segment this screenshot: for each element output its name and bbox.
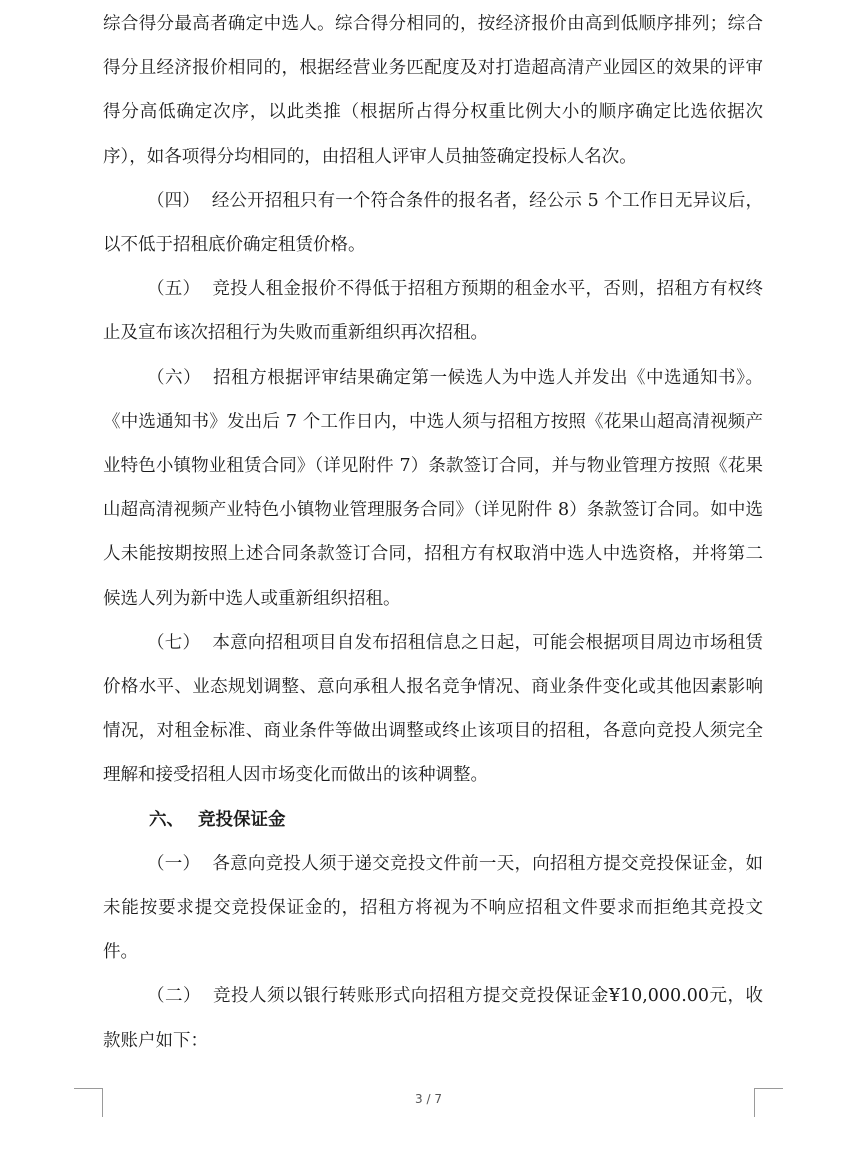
paragraph-text: 竞投人租金报价不得低于招租方预期的租金水平，否则，招租方有权终止及宣布该次招租行为失败而重新组织再次招租。 bbox=[103, 279, 764, 344]
item-label: （二） bbox=[147, 986, 201, 1007]
paragraph-deposit-2 bbox=[103, 974, 763, 1062]
paragraph-text: 综合得分最高者确定中选人。综合得分相同的，按经济报价由高到低顺序排列；综合得分且经济报价相同的，根据经营业务匹配度及对打造超高清产业园区的效果的评审得分高低确定次序，以此类推（根据所占得分权重比例大小的顺序确定比选依据次序），如各项得分均相同的，由招租人评审人员抽签确定投标人名次。 bbox=[103, 14, 763, 167]
crop-mark-right bbox=[754, 1088, 783, 1117]
page-number: 3 / 7 bbox=[415, 1092, 442, 1106]
paragraph-item-4 bbox=[103, 179, 763, 267]
section-heading bbox=[103, 798, 763, 842]
item-label: （六） bbox=[147, 367, 202, 388]
paragraph-continuation bbox=[103, 2, 763, 179]
paragraph-item-7 bbox=[103, 621, 763, 798]
paragraph-deposit-1 bbox=[103, 842, 763, 975]
paragraph-text: 竞投人须以银行转账形式向招租方提交竞投保证金¥10,000.00元，收款账户如下： bbox=[103, 986, 763, 1051]
item-label: （五） bbox=[147, 279, 201, 300]
item-label: （四） bbox=[147, 190, 200, 211]
paragraph-text: 本意向招租项目自发布招租信息之日起，可能会根据项目周边市场租赁价格水平、业态规划调整、意向承租人报名竞争情况、商业条件变化或其他因素影响情况，对租金标准、商业条件等做出调整或终止该项目的招租，各意向竞投人须完全理解和接受招租人因市场变化而做出的该种调整。 bbox=[103, 632, 764, 786]
paragraph-text: 经公开招租只有一个符合条件的报名者，经公示 5 个工作日无异议后，以不低于招租底价确定租赁价格。 bbox=[103, 190, 763, 256]
section-number: 六、 bbox=[149, 809, 184, 830]
section-title: 竞投保证金 bbox=[198, 809, 286, 830]
document-body bbox=[103, 2, 763, 1063]
paragraph-item-5 bbox=[103, 267, 763, 355]
paragraph-text: 各意向竞投人须于递交竞投文件前一天，向招租方提交竞投保证金，如未能按要求提交竞投保证金的，招租方将视为不响应招租文件要求而拒绝其竞投文件。 bbox=[103, 853, 764, 963]
page-footer bbox=[0, 1088, 857, 1128]
paragraph-item-6 bbox=[103, 356, 763, 621]
item-label: （七） bbox=[147, 632, 201, 653]
item-label: （一） bbox=[147, 853, 201, 874]
paragraph-text: 招租方根据评审结果确定第一候选人为中选人并发出《中选通知书》。《中选通知书》发出后 7 个工作日内，中选人须与招租方按照《花果山超高清视频产业特色小镇物业租赁合同》（详见附件 7）条款签订合同，并与物业管理方按照《花果山超高清视频产业特色小镇物业管理服务合同》（详见附件 8）条款签订合同。如中选人未能按期按照上述合同条款签订合同，招租方有权取消中选人中选资格，并将第二候选人列为新中选人或重新组织招租。 bbox=[103, 367, 764, 609]
